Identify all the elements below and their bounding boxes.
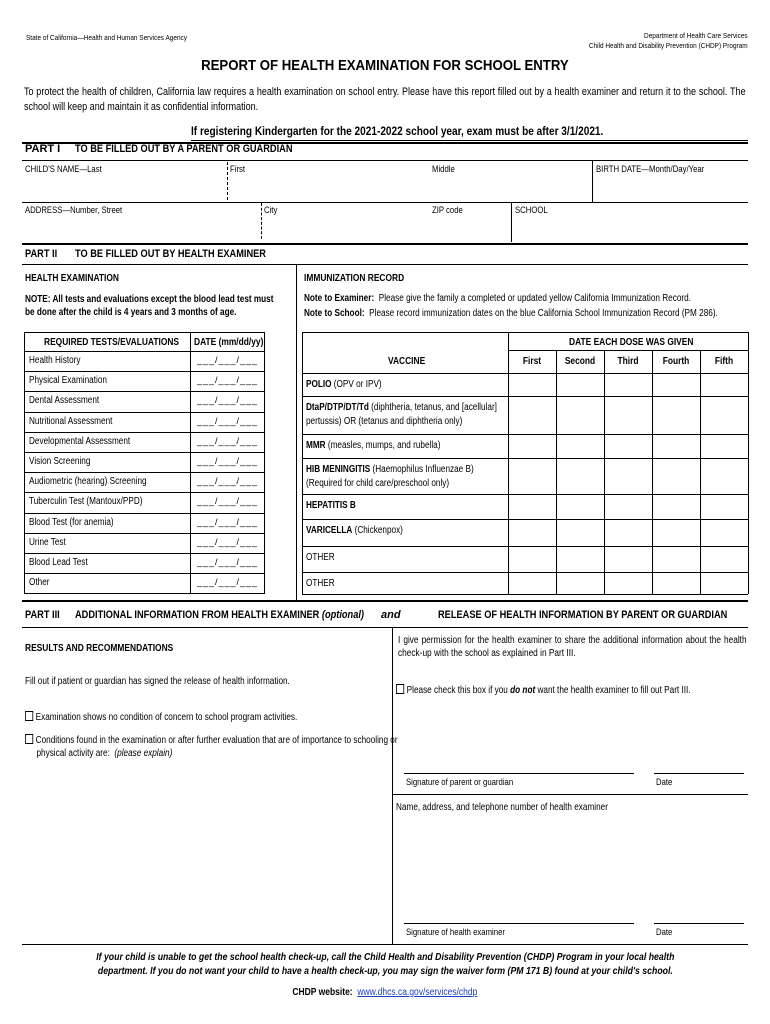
test-row-label: Nutritional Assessment <box>29 415 113 427</box>
dose-header: First <box>522 356 542 367</box>
note-to-examiner-label: Note to Examiner: <box>304 293 375 304</box>
test-row-label: Physical Examination <box>29 375 107 387</box>
part3-rule <box>22 600 748 602</box>
vaccine-row-rule <box>302 396 748 397</box>
dose-header: Third <box>617 356 639 367</box>
city-label: City <box>264 205 278 215</box>
dose-column-divider <box>652 350 653 594</box>
vaccine-detail: (OPV or IPV) <box>331 379 382 390</box>
footer-line2: department. If you do not want your child to have a health check-up, you may sign the waiver form (PM 171 B) found at your child's school. <box>97 965 673 977</box>
part1-header-rule <box>22 160 748 161</box>
vaccine-name: VARICELLA <box>306 525 353 536</box>
test-date-field[interactable]: ___/___/___ <box>197 355 259 365</box>
note-to-examiner <box>304 293 691 304</box>
parent-date-line[interactable] <box>654 773 744 774</box>
parent-date-label: Date <box>656 777 673 787</box>
part2-heading: TO BE FILLED OUT BY HEALTH EXAMINER <box>75 248 266 260</box>
intro-text: To protect the health of children, California law requires a health examination on school entry. Please have this report filled out by a health examiner and return it to the school. The school will keep and maintain it as confidential information. <box>24 86 746 113</box>
agency-right <box>563 31 748 51</box>
results-heading: RESULTS AND RECOMMENDATIONS <box>25 643 174 654</box>
child-name-last-label: CHILD'S NAME—Last <box>25 164 102 174</box>
parent-signature-label: Signature of parent or guardian <box>406 777 514 787</box>
vaccine-row-rule <box>302 494 748 495</box>
part2-label: PART II <box>25 248 58 260</box>
vaccine-detail: OTHER <box>306 552 335 563</box>
test-row-label: Tuberculin Test (Mantoux/PPD) <box>29 496 143 508</box>
dose-header: Fourth <box>662 356 690 367</box>
vaccine-row-rule <box>302 434 748 435</box>
opt-out-checkbox[interactable] <box>396 684 404 694</box>
test-date-field[interactable]: ___/___/___ <box>197 415 259 426</box>
test-date-field[interactable]: ___/___/___ <box>197 496 259 507</box>
vaccine-name: DtaP/DTP/DT/Td <box>306 402 369 413</box>
test-date-field[interactable]: ___/___/___ <box>197 395 259 406</box>
vaccine-row-rule <box>302 546 748 547</box>
test-row-label: Audiometric (hearing) Screening <box>29 476 147 488</box>
vaccine-left-border <box>302 332 303 594</box>
test-row-label: Vision Screening <box>29 456 91 467</box>
opt-out-do-not: do not <box>510 685 536 696</box>
test-row-label: Health History <box>29 355 81 366</box>
opt-out-text-pre: Please check this box if you <box>406 685 511 696</box>
tests-header-rule <box>24 351 264 352</box>
permission-text: I give permission for the health examiner to share the additional information about the health check-up with the school as explained in Part III. <box>398 635 747 659</box>
parent-signature-line[interactable] <box>404 773 634 774</box>
test-row-rule <box>24 452 264 453</box>
footer-line1: If your child is unable to get the school health check-up, call the Child Health and Disability Prevention (CHDP) Program in your local health <box>95 951 675 963</box>
vaccine-row-label <box>306 524 403 538</box>
notice-underline <box>191 140 748 141</box>
vaccine-right-border <box>748 332 749 594</box>
birth-date-label: BIRTH DATE—Month/Day/Year <box>596 164 705 174</box>
dose-header: Second <box>564 356 596 367</box>
website-label: CHDP website: <box>292 987 353 998</box>
middle-name-label: Middle <box>432 164 455 174</box>
examiner-info-label: Name, address, and telephone number of health examiner <box>396 802 608 813</box>
conditions-text-2: physical activity are: <box>36 748 110 759</box>
test-row-rule <box>24 412 264 413</box>
vaccine-row-rule <box>302 458 748 459</box>
vaccine-detail: (measles, mumps, and rubella) <box>325 440 441 451</box>
test-row-label: Dental Assessment <box>29 395 100 407</box>
test-row-label: Other <box>29 577 50 589</box>
test-row-label: Blood Lead Test <box>29 557 88 568</box>
examiner-date-line[interactable] <box>654 923 744 924</box>
exam-note: NOTE: All tests and evaluations except the blood lead test must be done after the child is 4 years and 3 months of age. <box>25 294 274 318</box>
dose-header: Fifth <box>714 356 734 367</box>
tests-column-header: REQUIRED TESTS/EVALUATIONS <box>44 337 180 348</box>
part2-center-divider <box>296 264 297 600</box>
test-date-field[interactable]: ___/___/___ <box>197 435 259 446</box>
vaccine-row-label <box>306 499 356 513</box>
agency-right-line1: Department of Health Care Services <box>644 31 748 40</box>
note-to-school <box>304 308 718 319</box>
part1-label: PART I <box>25 143 61 155</box>
test-date-field[interactable]: ___/___/___ <box>197 577 259 588</box>
immunization-heading: IMMUNIZATION RECORD <box>304 273 405 284</box>
footer-website <box>0 987 770 998</box>
vaccine-row-label <box>306 439 440 453</box>
vaccine-row-label <box>306 551 335 565</box>
vaccine-detail: (Haemophilus Influenzae B) <box>370 464 474 475</box>
address-divider <box>261 203 262 239</box>
examiner-date-label: Date <box>656 927 673 937</box>
vaccine-name: HEPATITIS B <box>306 500 356 511</box>
vaccine-row-rule <box>302 594 748 595</box>
please-explain: (please explain) <box>114 748 173 759</box>
exam-heading: HEALTH EXAMINATION <box>25 273 119 284</box>
page-title: REPORT OF HEALTH EXAMINATION FOR SCHOOL ENTRY <box>201 57 569 74</box>
test-row-label: Developmental Assessment <box>29 435 131 447</box>
part3-center-divider <box>392 627 393 944</box>
part2-rule <box>22 243 748 245</box>
test-row-rule <box>24 533 264 534</box>
vaccine-detail-line2: pertussis) OR (tetanus and diphtheria only) <box>306 416 463 427</box>
vaccine-dose-border <box>508 332 509 594</box>
zip-label: ZIP code <box>432 205 463 215</box>
conditions-text: Conditions found in the examination or after further evaluation that are of importance to schooling or <box>35 735 398 746</box>
fill-out-note: Fill out if patient or guardian has signed the release of health information. <box>25 676 290 687</box>
tests-right-border <box>264 332 265 594</box>
test-row-rule <box>24 391 264 392</box>
vaccine-detail: (diphtheria, tetanus, and [acellular] <box>368 402 497 413</box>
vaccine-row-label <box>306 463 474 491</box>
test-row-rule <box>24 371 264 372</box>
vaccine-name: POLIO <box>306 379 332 390</box>
name-divider <box>227 162 228 200</box>
address-label: ADDRESS—Number, Street <box>25 205 123 215</box>
vaccine-row-rule <box>302 519 748 520</box>
test-row-rule <box>24 472 264 473</box>
test-row-rule <box>24 573 264 574</box>
test-date-field[interactable]: ___/___/___ <box>197 476 259 487</box>
test-row-rule <box>24 492 264 493</box>
row-rule <box>22 202 748 203</box>
dose-column-divider <box>556 350 557 594</box>
examiner-section-rule <box>392 794 748 795</box>
tests-top-rule <box>24 332 264 333</box>
agency-left: State of California—Health and Human Services Agency <box>26 33 187 42</box>
test-date-field[interactable]: ___/___/___ <box>197 375 259 386</box>
dose-column-divider <box>604 350 605 594</box>
dose-header-rule <box>508 350 748 351</box>
birth-divider <box>592 160 593 202</box>
vaccine-name: HIB MENINGITIS <box>306 464 371 475</box>
vaccine-column-header: VACCINE <box>388 356 426 367</box>
examiner-signature-line[interactable] <box>404 923 634 924</box>
test-date-field[interactable]: ___/___/___ <box>197 516 259 527</box>
website-link[interactable]: www.dhcs.ca.gov/services/chdp <box>357 987 478 998</box>
test-date-field[interactable]: ___/___/___ <box>197 536 259 547</box>
vaccine-detail: OTHER <box>306 578 335 589</box>
and-label: and <box>381 609 401 621</box>
test-row-label: Blood Test (for anemia) <box>29 516 114 528</box>
vaccine-top-rule <box>302 332 748 333</box>
vaccine-row-rule <box>302 572 748 573</box>
no-concern-option[interactable] <box>25 711 297 723</box>
part3-label: PART III <box>25 609 60 621</box>
vaccine-detail: (Chickenpox) <box>352 525 403 536</box>
test-row-rule <box>24 513 264 514</box>
school-divider <box>511 202 512 242</box>
vaccine-row-label <box>306 401 497 429</box>
kindergarten-notice: If registering Kindergarten for the 2021-2022 school year, exam must be after 3/1/2021. <box>191 124 604 138</box>
part3-heading-text: ADDITIONAL INFORMATION FROM HEALTH EXAMINER <box>75 609 320 621</box>
examiner-signature-label: Signature of health examiner <box>406 927 505 937</box>
vaccine-header-rule <box>302 373 748 374</box>
opt-out-text-post: want the health examiner to fill out Part III. <box>535 685 691 696</box>
vaccine-detail-line2: (Required for child care/preschool only) <box>306 478 450 489</box>
date-column-header: DATE (mm/dd/yy) <box>194 337 264 348</box>
first-name-label: First <box>230 164 246 174</box>
release-heading: RELEASE OF HEALTH INFORMATION BY PARENT OR GUARDIAN <box>438 609 728 621</box>
dose-column-divider <box>700 350 701 594</box>
footer-note <box>0 950 770 978</box>
no-concern-text: Examination shows no condition of concern to school program activities. <box>35 712 298 723</box>
test-row-rule <box>24 593 264 594</box>
note-to-school-text: Please record immunization dates on the blue California School Immunization Record (PM 286). <box>369 308 718 319</box>
opt-out-option[interactable] <box>396 684 691 696</box>
test-row-rule <box>24 432 264 433</box>
test-row-label: Urine Test <box>29 536 66 548</box>
conditions-checkbox[interactable] <box>25 734 33 744</box>
test-date-field[interactable]: ___/___/___ <box>197 456 259 466</box>
vaccine-row-label <box>306 378 382 392</box>
conditions-option[interactable] <box>25 734 398 760</box>
part3-header-rule <box>22 627 748 628</box>
part2-header-rule <box>22 264 748 265</box>
part3-heading <box>75 609 364 621</box>
test-row-rule <box>24 553 264 554</box>
no-concern-checkbox[interactable] <box>25 711 33 721</box>
note-to-examiner-text: Please give the family a completed or updated yellow California Immunization Record. <box>378 293 691 304</box>
school-label: SCHOOL <box>515 205 548 215</box>
note-to-school-label: Note to School: <box>304 308 365 319</box>
vaccine-row-label <box>306 577 335 591</box>
test-date-field[interactable]: ___/___/___ <box>197 557 259 567</box>
part3-optional: (optional) <box>321 609 364 621</box>
part1-heading: TO BE FILLED OUT BY A PARENT OR GUARDIAN <box>75 143 293 155</box>
vaccine-name: MMR <box>306 440 326 451</box>
footer-rule <box>22 944 748 945</box>
date-each-dose-header: DATE EACH DOSE WAS GIVEN <box>569 337 694 348</box>
agency-right-line2: Child Health and Disability Prevention (CHDP) Program <box>589 41 748 50</box>
